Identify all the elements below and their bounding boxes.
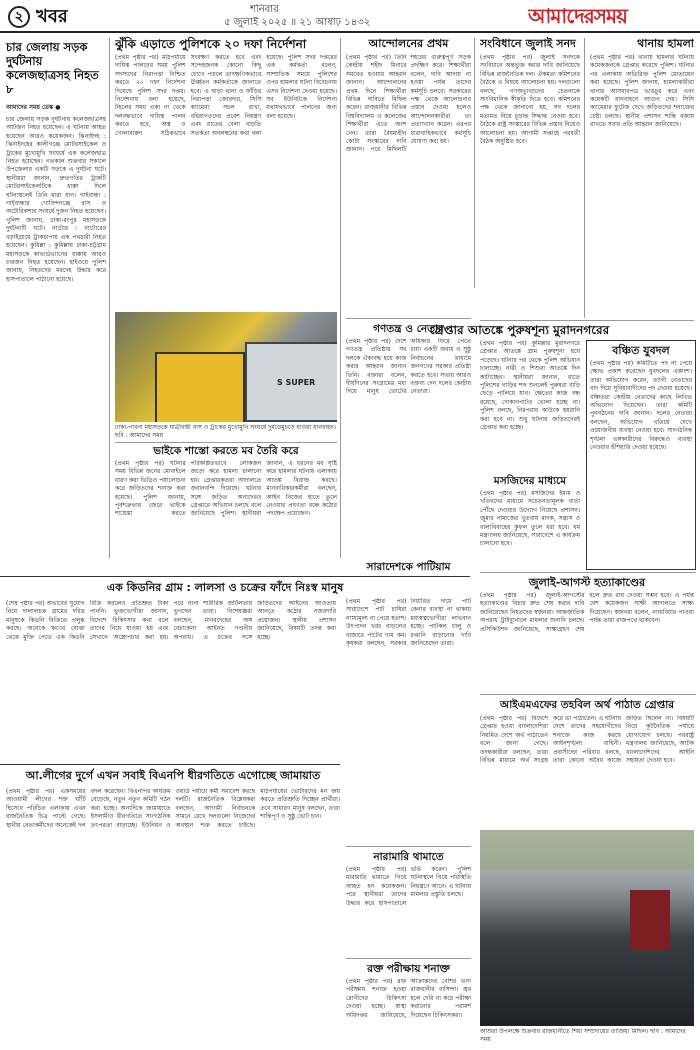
section-rule xyxy=(346,958,471,959)
bus-shape xyxy=(245,342,337,422)
body-leader: (প্রথম পৃষ্ঠার পর) দেশে গণতন্ত্র প্রতিষ্ঠায় সব দলকে ঐক্যবদ্ধ হয়ে কাজ করার আহ্বান জানান তিনি। বক্তারা বলেন, দীর্ঘদিনের সংগ্রামের মধ্য দিয়ে মানুষ ভোটের অধিকার ফিরে পেতে চায়। একটি অবাধ ও সুষ্ঠু নির্বাচনের মাধ্যমে জনগণের সরকার প্রতিষ্ঠা করতে হবে। সভায় আরও বক্তব্য দেন দলের কেন্দ্রীয় নেতারা। xyxy=(346,338,471,396)
body-saradesh: (প্রথম পৃষ্ঠার পর) সারাদেশে পাট চাষিরা ন্যায্যমূল্য না পেয়ে হতাশ। উৎপাদন খরচ বাড়লেও বাজারে পাটের দাম কম। কৃষকরা বলছেন, সরকার নির্ধারিত দামে পাট কেনার ব্যবস্থা না থাকায় মধ্যস্বত্বভোগীরা লাভবান হচ্ছে। পাটকল চালু ও রপ্তানি বাড়ানোর দাবি জানিয়েছেন তারা। xyxy=(346,598,471,648)
accident-photo xyxy=(115,312,337,422)
headline-july-charter: সংবিধানে জুলাই সনদ xyxy=(480,37,576,50)
procession-photo xyxy=(480,830,694,1026)
column-divider xyxy=(584,38,585,318)
tree-canopy xyxy=(480,830,694,870)
section-title: খবর xyxy=(36,7,68,27)
headline-kidney-village: এক কিডনির গ্রাম : লালসা ও চক্রের ফাঁদে নিঃস্ব মানুষ xyxy=(106,581,344,594)
page-number: ২ xyxy=(8,6,30,28)
headline-police-20-points: ঝুঁকি এড়াতে পুলিশকে ২০ দফা নির্দেশনা xyxy=(115,37,307,51)
headline-blood: রক্ত পরীক্ষায় শনাক্ত xyxy=(367,963,450,975)
body-deprived: (প্রথম পৃষ্ঠার পর) কমিটিতে পদ না পেয়ে ক্ষোভ প্রকাশ করেছেন যুবদলের একাংশ। তারা অভিযোগ করেন, ত্যাগী নেতাদের বাদ দিয়ে সুবিধাবাদীদের পদ দেওয়া হয়েছে। বঞ্চিতরা কেন্দ্রীয় নেতাদের কাছে লিখিত অভিযোগ দিয়েছেন। তারা কমিটি পুনর্গঠনের দাবি জানান। দলের নেতারা বলছেন, অভিযোগ খতিয়ে দেখে প্রয়োজনীয় ব্যবস্থা নেওয়া হবে। সাংগঠনিক শৃঙ্খলা ভঙ্গকারীদের বিরুদ্ধেও ব্যবস্থা নেওয়ার হুঁশিয়ারি দেওয়া হয়েছে। xyxy=(590,360,692,452)
byline-road-accident: আমাদের সময় ডেস্ক ● xyxy=(6,104,61,111)
headline-mosque: মসজিদের মাধ্যমে xyxy=(493,475,567,487)
accident-photo-caption: ঢাকা-পাবনা মহাসড়কে যাত্রীবাহী বাস ও ট্রাকের মুখোমুখি সংঘর্ষে দুমড়েমুচড়ে যাওয়া যানবাহন। ছবি : আমাদের সময় xyxy=(115,424,336,439)
column-divider xyxy=(474,38,475,288)
headline-naramari: নারামারি থামাতে xyxy=(373,851,444,863)
section-rule xyxy=(346,318,471,319)
header-rule xyxy=(0,31,700,33)
section-rule xyxy=(480,320,694,321)
procession-photo-caption: আশুরা উপলক্ষে শুক্রবার রাজধানীতে শিয়া সম্প্রদায়ের তাজিয়া মিছিল। ছবি : আমাদের সময় xyxy=(480,1028,686,1043)
section-rule xyxy=(0,764,340,765)
body-road-accident: চার জেলায় সড়ক দুর্ঘটনায় কলেজছাত্রসহ আটজন নিহত হয়েছেন। এ ঘটনায় আহত হয়েছেন আরও কয়েকজন। ঝিনাইদহ : ঝিনাইদহের কালীগঞ্জে মোটরসাইকেল ও ট্রাকের মুখোমুখি সংঘর্ষে এক কলেজছাত্র নিহত হয়েছেন। গতকাল শুক্রবার সকালে উপজেলার একটি সড়কে এ দুর্ঘটনা ঘটে। স্থানীয়রা জানান, দ্রুতগতির ট্রাকটি মোটরসাইকেলটিকে ধাক্কা দিলে ঘটনাস্থলেই তিনি মারা যান। গাইবান্ধা : গাইবান্ধার গোবিন্দগঞ্জে বাস ও অটোরিকশার সংঘর্ষে দুজন নিহত হয়েছেন। পুলিশ জানায়, ঢাকা-রংপুর মহাসড়কে দুর্ঘটনাটি ঘটে। নাটোর : নাটোরের বড়াইগ্রামে ট্রাকচাপায় এক পথচারী নিহত হয়েছেন। কুমিল্লা : কুমিল্লায় ঢাকা-চট্টগ্রাম মহাসড়কে কাভার্ডভ্যানের ধাক্কায় আরও চারজন নিহত হয়েছেন। হাইওয়ে পুলিশ জানায়, নিহতদের মরদেহ উদ্ধার করে হাসপাতালে পাঠানো হয়েছে। xyxy=(6,116,106,283)
headline-leader: গণতন্ত্র ও নেতার xyxy=(373,323,444,335)
body-ice: (প্রথম পৃষ্ঠার পর) বিদেশে গ্রেপ্তার হওয়া বাংলাদেশিরা নিয়মিত দেশে অর্থ পাঠাতেন বলে জানা গেছে। তদন্তকারীরা বলছেন, তারা বিভিন্ন মাধ্যমে অর্থ সংগ্রহ করে তা পাঠাতেন। এ ঘটনায় দেশে তাদের সহযোগীদের শনাক্তে কাজ করছে আইনশৃঙ্খলা বাহিনী। প্রবাসীদের পরিবার বলছে, তারা কোনো অবৈধ কাজে জড়িত ছিলেন না। বিষয়টি নিয়ে কূটনৈতিক পর্যায়ে যোগাযোগ চলছে। পররাষ্ট্র মন্ত্রণালয় জানিয়েছে, আটক বাংলাদেশিদের আইনি সহায়তা দেওয়া হবে। xyxy=(480,715,694,765)
headline-ice: আইএমএফের তহবিল অর্থ পাঠাত গ্রেপ্তার xyxy=(499,699,675,711)
section-rule xyxy=(0,576,470,577)
section-rule xyxy=(115,442,337,443)
headline-deprived: বঞ্চিত যুবদল xyxy=(612,344,670,357)
newspaper-logo: আমাদেরসময় xyxy=(528,4,627,28)
body-july-august: (প্রথম পৃষ্ঠার পর) জুলাই-আগস্টের হত্যাকাণ্ডের বিচার দ্রুত শেষ করার দাবি জানিয়েছেন নিহতদের স্বজনরা। আন্তর্জাতিক অপরাধ ট্রাইব্যুনালে মামলার শুনানি চলছে। প্রসিকিউশন জানিয়েছে, সাক্ষ্যগ্রহণ শেষ হলে দ্রুত রায় দেওয়া সম্ভব হবে। এ পর্যন্ত বেশ কয়েকজন সাক্ষী আদালতে সাক্ষ্য দিয়েছেন। স্বজনরা বলেন, ন্যায়বিচার পাওয়া পর্যন্ত তারা রাজপথে থাকবেন। xyxy=(480,592,694,633)
section-rule xyxy=(480,694,696,695)
headline-police-station: থানায় হামলা xyxy=(637,37,694,50)
issue-date: ৫ জুলাই ২০২৫ ॥ ২১ আষাঢ় ১৪৩২ xyxy=(224,17,371,28)
body-awami: (প্রথম পৃষ্ঠার পর) একসময়ের আওয়ামী লীগের শক্ত ঘাঁটি হিসেবে পরিচিত এলাকায় এখন রাজনৈতিক চিত্র পাল্টে গেছে। স্থানীয় নেতাকর্মীদের অনেকেই দল বদল করেছেন। বিএনপির কার্যক্রম বেড়েছে, নতুন নতুন কমিটি গঠন করা হচ্ছে। অন্যদিকে জামায়াতে ইসলামীও ধীরগতিতে সাংগঠনিক তৎপরতা বাড়াচ্ছে। ইউনিয়ন ও ওয়ার্ড পর্যায়ে কর্মী সমাবেশ করছে দলটি। রাজনৈতিক বিশ্লেষকরা বলছেন, আগামী নির্বাচনকে সামনে রেখে দলগুলো নিজেদের অবস্থান শক্ত করতে চাইছে। মাঠপর্যায়ের ভোটারদের মন জয় করতে প্রতিশ্রুতি দিচ্ছেন প্রার্থীরা। তবে সাধারণ মানুষ বলছেন, তারা শান্তিপূর্ণ ও সুষ্ঠু ভোট চান। xyxy=(6,788,340,829)
body-july-charter: (প্রথম পৃষ্ঠার পর) জুলাই সনদকে সংবিধানে অন্তর্ভুক্ত করার দাবি জানিয়েছে বিভিন্ন রাজনৈতিক দল। ঐকমত্য কমিশনের বৈঠকে এ বিষয়ে আলোচনা হয়। দলগুলো বলছে, গণঅভ্যুত্থানের চেতনাকে সাংবিধানিক স্বীকৃতি দিতে হবে। কমিশনের পক্ষ থেকে জানানো হয়, সব দলের মতামত নিয়ে চূড়ান্ত সিদ্ধান্ত নেওয়া হবে। বৈঠকে রাষ্ট্র সংস্কারের বিভিন্ন প্রস্তাব নিয়েও আলোচনা হয়। আগামী সপ্তাহে পরবর্তী বৈঠক অনুষ্ঠিত হবে। xyxy=(480,54,580,146)
headline-july-august: জুলাই-আগস্ট হত্যাকাণ্ডের xyxy=(528,576,646,589)
headline-saradesh: সারাদেশকে পাটিয়াম xyxy=(366,561,451,573)
bus-label: S SUPER xyxy=(277,378,316,387)
issue-day: শনিবার xyxy=(250,4,279,15)
column-divider xyxy=(109,38,110,558)
headline-awami: আ.লীগের দুর্গে এখন সবাই বিএনপি ধীরগতিতে এগোচ্ছে জামায়াত xyxy=(25,769,321,782)
body-kidney-village: (শেষ পৃষ্ঠার পর) অভাবের সুযোগ নিয়ে দালালচক্র গ্রামের দরিদ্র মানুষকে কিডনি বিক্রিতে প্রলুব্ধ করছে। অনেকে ঋণের বোঝা থেকে মুক্তি পেতে এক কিডনি বিক্রি করলেও প্রতিশ্রুত টাকা পাননি। ভুক্তভোগীরা জানান, বিদেশে চিকিৎসার কথা বলে তাদের নিয়ে যাওয়া হয় এবং সেখানে অস্ত্রোপচার করা হয়। পরে নানা শারীরিক জটিলতায় ভুগছেন তারা। বিশেষজ্ঞরা বলছেন, মানবদেহের অঙ্গ বেচাকেনা আইনত দণ্ডনীয় অপরাধ। এ চক্রের সঙ্গে জড়িতদের আইনের আওতায় আনতে কঠোর নজরদারি প্রয়োজন। স্থানীয় প্রশাসন জানিয়েছে, বিষয়টি তদন্ত করা হচ্ছে। xyxy=(6,600,336,641)
body-police-20-points: (প্রথম পৃষ্ঠার পর) মাঠপর্যায়ে দায়িত্ব পালনের সময় পুলিশ সদস্যদের নিরাপত্তা নিশ্চিত করতে ২০ দফা নির্দেশনা দিয়েছে পুলিশ সদর দপ্তর। নির্দেশনায় বলা হয়েছে, টহলের সময় একা না থেকে দলবদ্ধভাবে দায়িত্ব পালন করতে হবে, অস্ত্র ও গোলাবারুদ সঠিকভাবে সংরক্ষণ করতে হবে এবং সন্দেহজনক কোনো কিছু চোখে পড়লে তাৎক্ষণিকভাবে ঊর্ধ্বতন কর্মকর্তাকে জানাতে হবে। এ ছাড়া থানা ও ফাঁড়ির নিরাপত্তা জোরদার, সিসি ক্যামেরা সচল রাখা, বহিরাগতদের প্রবেশ নিয়ন্ত্রণ এবং রাতের বেলা বাড়তি সতর্কতা অবলম্বনের কথা বলা হয়েছে। পুলিশ সদর দপ্তরের এক কর্মকর্তা বলেন, সাম্প্রতিক সময়ে পুলিশের ওপর হামলার ঘটনা বিবেচনায় এসব নির্দেশনা দেওয়া হয়েছে। সব ইউনিটকে নির্দেশনা যথাযথভাবে পালনের জন্য বলা হয়েছে। xyxy=(115,54,337,137)
headline-movement: আন্দোলনের প্রথম xyxy=(368,37,449,50)
headline-road-accident: চার জেলায় সড়ক দুর্ঘটনায় কলেজছাত্রসহ নিহত ৮ xyxy=(6,40,99,96)
body-mob: (প্রথম পৃষ্ঠার পর) ঘটনার সময় বিভিন্ন জনের মোবাইলে ধারণ করা ভিডিও পর্যালোচনা করে জড়িতদের শনাক্ত করা হয়েছে। পুলিশ জানায়, পূর্বশত্রুতার জেরে ভাইকে শায়েস্তা করতে পরিকল্পিতভাবে লোকজন জড়ো করে হামলা চালানো হয়। গ্রেপ্তারকৃতরা আদালতে জবানবন্দি দিয়েছে। ঘটনার সঙ্গে জড়িত অন্যদেরও গ্রেপ্তারে অভিযান চলছে বলে জানিয়েছে পুলিশ। স্থানীয়রা জানান, এ ধরনের মব সৃষ্টি করে হামলার ঘটনায় এলাকায় আতঙ্ক বিরাজ করছে। মানবাধিকারকর্মীরা বলছেন, আইন নিজের হাতে তুলে নেওয়ার প্রবণতা বন্ধে কঠোর পদক্ষেপ প্রয়োজন। xyxy=(115,460,337,518)
body-blood: (প্রথম পৃষ্ঠার পর) রক্ত পরীক্ষায় শনাক্ত হওয়া রোগীদের চিকিৎসা দেওয়া হচ্ছে। স্বাস্থ্য অধিদপ্তর জানিয়েছে, আক্রান্তদের বেশির ভাগ রাজধানীর বাসিন্দা। জ্বর হলে দেরি না করে পরীক্ষা করানোর পরামর্শ দিয়েছেন চিকিৎসকরা। xyxy=(346,978,471,1019)
body-police-station: (প্রথম পৃষ্ঠার পর) থানায় হামলার ঘটনায় কয়েকজনকে গ্রেপ্তার করেছে পুলিশ। ঘটনার পর এলাকায় অতিরিক্ত পুলিশ মোতায়েন করা হয়েছে। পুলিশ জানায়, হামলাকারীরা থানার আসবাবপত্র ভাঙচুর করে এবং কয়েকটি যানবাহনে আগুন দেয়। সিসি ক্যামেরার ফুটেজ দেখে জড়িতদের শনাক্তের চেষ্টা চলছে। স্থানীয় প্রশাসন শান্তি বজায় রাখতে সবার প্রতি আহ্বান জানিয়েছে। xyxy=(590,54,694,129)
column-divider xyxy=(340,38,341,558)
headline-mob: ভাইকে শাস্তো করতে মব তৈরি করে xyxy=(153,445,299,457)
deprived-box xyxy=(586,340,696,570)
headline-muradnagar: গ্রেপ্তার আতঙ্কে পুরুষশূন্য মুরাদনগরের xyxy=(429,323,610,337)
section-rule xyxy=(346,846,471,847)
truck-shape xyxy=(155,352,245,422)
section-rule xyxy=(480,572,696,573)
body-naramari: (প্রথম পৃষ্ঠার পর) মারামারি থামাতে গিয়ে আহত হন কয়েকজন। পরে স্থানীয়রা তাদের উদ্ধার করে হাসপাতালে ভর্তি করেন। পুলিশ ঘটনাস্থলে গিয়ে পরিস্থিতি নিয়ন্ত্রণে আনে। এ ঘটনায় মামলার প্রস্তুতি চলছে। xyxy=(346,866,471,907)
body-muradnagar: (প্রথম পৃষ্ঠার পর) কুমিল্লার মুরাদনগরে গ্রেপ্তার আতঙ্কে গ্রাম পুরুষশূন্য হয়ে পড়েছে। ঘটনার পর থেকে পুলিশ অভিযান চালাচ্ছে। নারী ও শিশুরা আতঙ্কে দিন কাটাচ্ছেন। স্থানীয়রা জানান, রাতে পুলিশের গাড়ির শব্দ শুনলেই পুরুষরা বাড়ি ছেড়ে পালিয়ে যান। ক্ষেতের কাজ বন্ধ রয়েছে, দোকানপাটও খোলা হচ্ছে না। পুলিশ বলছে, নিরপরাধ কাউকে হয়রানি করা হবে না। শুধু ঘটনায় জড়িতদেরই গ্রেপ্তার করা হচ্ছে। xyxy=(480,340,580,432)
banner xyxy=(630,890,670,950)
body-mosque: (প্রথম পৃষ্ঠার পর) মসজিদের ইমাম ও খতিবদের মাধ্যমে সচেতনতামূলক বার্তা পৌঁছে দেওয়ার উদ্যোগ নিয়েছে প্রশাসন। জুমার নামাজের খুতবায় মাদক, সন্ত্রাস ও বাল্যবিবাহের কুফল তুলে ধরা হবে। ধর্ম মন্ত্রণালয় জানিয়েছে, সারাদেশে এ কার্যক্রম চালানো হবে। xyxy=(480,490,580,548)
body-movement: (প্রথম পৃষ্ঠার পর) তিনি কেন্দ্রীয় শহীদ মিনারে সমবেত হওয়ার আহ্বান জানান। আন্দোলনের প্রথম দিনে শিক্ষার্থীরা বিভিন্ন দাবিতে মিছিল করেন। রাজধানীর বিভিন্ন বিশ্ববিদ্যালয় ও কলেজের শিক্ষার্থীরা এতে অংশ নেন। তারা বৈষম্যহীন কোটা সংস্কারের দাবি জানান। পরে মিছিলটি শহরের গুরুত্বপূর্ণ সড়ক প্রদক্ষিণ করে। শিক্ষার্থীরা বলেন, দাবি আদায় না হওয়া পর্যন্ত তাদের কর্মসূচি চলবে। সরকারের পক্ষ থেকে আলোচনার প্রস্তাব দেওয়া হলেও আন্দোলনকারীরা তা প্রত্যাখ্যান করেন। এরপর ধারাবাহিকভাবে কর্মসূচি ঘোষণা করা হয়। xyxy=(346,54,471,154)
